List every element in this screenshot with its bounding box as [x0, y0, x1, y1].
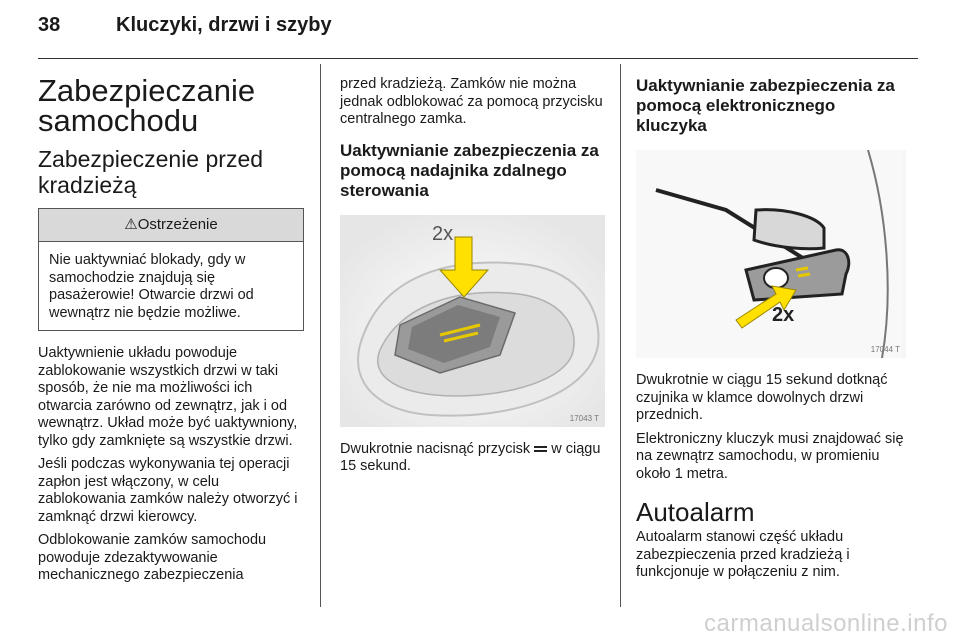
image-code: 17044 T — [870, 345, 900, 354]
section-title: Zabezpieczanie samochodu — [38, 73, 256, 138]
paragraph: Odblokowanie zamków samochodu powoduje zdezaktywowanie mechanicznego zabezpieczenia — [38, 532, 267, 583]
remote-key-illustration — [340, 215, 605, 427]
lock-button-icon — [534, 444, 547, 454]
warning-box — [38, 208, 304, 331]
caption-text: w ciągu 15 sekund. — [340, 440, 601, 474]
paragraph: Autoalarm stanowi część układu zabezpieczenia przed kradzieżą i funkcjonuje w połączeniu z nim. — [636, 529, 850, 580]
warning-header — [39, 209, 303, 242]
paragraph: Dwukrotnie w ciągu 15 sekund dotknąć czujnika w klamce dowolnych drzwi przednich. — [636, 372, 888, 423]
paragraph: przed kradzieżą. Zamków nie można jednak odblokować za pomocą przycisku centralnego zamka. — [340, 76, 603, 127]
header-rule — [38, 58, 918, 59]
chapter-title: Kluczyki, drzwi i szyby — [116, 14, 332, 36]
column-divider — [620, 64, 621, 607]
section-heading: Uaktywnianie zabezpieczenia za pomocą elektronicznego kluczyka — [636, 76, 895, 135]
paragraph: Uaktywnienie układu powoduje zablokowanie wszystkich drzwi w taki sposób, że nie ma możliwości ich otwarcia zarówno od zewnątrz, jak i od wewnątrz. Układ może być uaktywniony, tylko gdy zamknięte są wszystkie drzwi. — [38, 345, 298, 449]
section-heading: Uaktywnianie zabezpieczenia za pomocą nadajnika zdalnego sterowania — [340, 140, 599, 200]
page-header — [38, 14, 918, 54]
door-handle-drawing — [636, 150, 902, 358]
column-2 — [340, 64, 605, 482]
caption-text: Dwukrotnie nacisnąć przycisk — [340, 440, 531, 457]
watermark: carmanualsonline.info — [704, 610, 948, 637]
paragraph: Jeśli podczas wykonywania tej operacji zapłon jest włączony, w celu zablokowania zamków należy otworzyć i zamknąć drzwi kierowcy. — [38, 456, 298, 525]
section-subtitle: Zabezpieczenie przed kradzieżą — [38, 146, 264, 198]
warning-icon: ⚠ — [124, 216, 138, 233]
column-divider — [320, 64, 321, 607]
image-caption — [340, 441, 605, 476]
touch-count-label: 2x — [772, 304, 795, 326]
page-number: 38 — [38, 14, 61, 36]
warning-text: Nie uaktywniać blokady, gdy w samochodzie znajdują się pasażerowie! Otwarcie drzwi od wewnątrz nie będzie możliwe. — [49, 252, 254, 321]
section-title: Autoalarm — [636, 497, 755, 527]
column-3 — [636, 64, 906, 588]
column-1 — [38, 64, 304, 591]
image-code: 17043 T — [569, 413, 599, 423]
press-count-label: 2x — [432, 222, 454, 245]
remote-key-drawing — [340, 215, 605, 427]
door-handle-illustration — [636, 150, 906, 358]
paragraph: Elektroniczny kluczyk musi znajdować się na zewnątrz samochodu, w promieniu około 1 metra. — [636, 430, 904, 482]
warning-title: Ostrzeżenie — [137, 216, 218, 233]
